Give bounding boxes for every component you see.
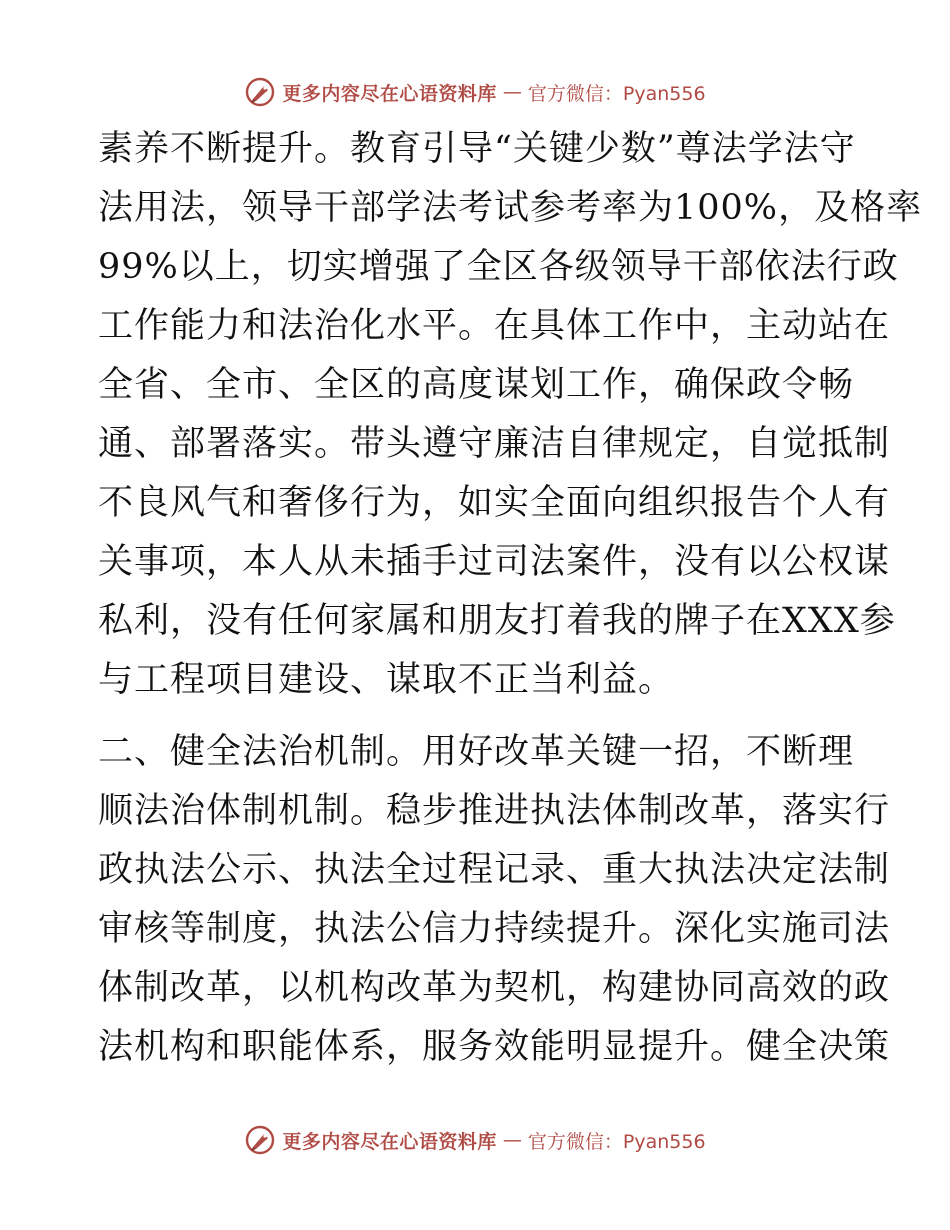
footer-separator: — xyxy=(502,1129,522,1151)
text-line: 工作能力和法治化水平。在具体工作中，主动站在 xyxy=(98,306,891,346)
footer-contact-text: 官方微信：Pyan556 xyxy=(527,1130,706,1153)
pen-nib-logo-icon xyxy=(244,76,276,108)
header-contact-text: 官方微信：Pyan556 xyxy=(527,82,706,105)
footer-banner xyxy=(0,1120,950,1160)
text-line: 素养不断提升。教育引导“关键少数”尊法学法守 xyxy=(98,129,856,169)
text-line: 不良风气和奢侈行为，如实全面向组织报告个人有 xyxy=(98,483,891,523)
pen-nib-logo-icon xyxy=(244,1124,276,1156)
document-body xyxy=(98,120,923,1077)
text-line: 私利，没有任何家属和朋友打着我的牌子在XXX参 xyxy=(98,601,896,641)
text-line: 顺法治体制机制。稳步推进执法体制改革，落实行 xyxy=(98,791,891,831)
text-line: 审核等制度，执法公信力持续提升。深化实施司法 xyxy=(98,909,891,949)
paragraph-2 xyxy=(98,723,891,1077)
text-line: 二、健全法治机制。用好改革关键一招，不断理 xyxy=(98,732,855,772)
text-line: 政执法公示、执法全过程记录、重大执法决定法制 xyxy=(98,850,891,890)
text-line: 99%以上，切实增强了全区各级领导干部依法行政 xyxy=(98,247,899,287)
header-promo-text: 更多内容尽在心语资料库 xyxy=(282,82,497,105)
text-line: 法机构和职能体系，服务效能明显提升。健全决策 xyxy=(98,1027,891,1067)
text-line: 体制改革，以机构改革为契机，构建协同高效的政 xyxy=(98,968,891,1008)
paragraph-spacer xyxy=(98,710,858,723)
header-banner xyxy=(0,72,950,112)
header-separator: — xyxy=(502,81,522,103)
paragraph-1 xyxy=(98,120,923,710)
text-line: 关事项，本人从未插手过司法案件，没有以公权谋 xyxy=(98,542,891,582)
text-line: 与工程项目建设、谋取不正当利益。 xyxy=(98,660,675,700)
text-line: 法用法，领导干部学法考试参考率为100%，及格率 xyxy=(98,188,923,228)
footer-promo-text: 更多内容尽在心语资料库 xyxy=(282,1130,497,1153)
text-line: 通、部署落实。带头遵守廉洁自律规定，自觉抵制 xyxy=(98,424,891,464)
text-line: 全省、全市、全区的高度谋划工作，确保政令畅 xyxy=(98,365,855,405)
